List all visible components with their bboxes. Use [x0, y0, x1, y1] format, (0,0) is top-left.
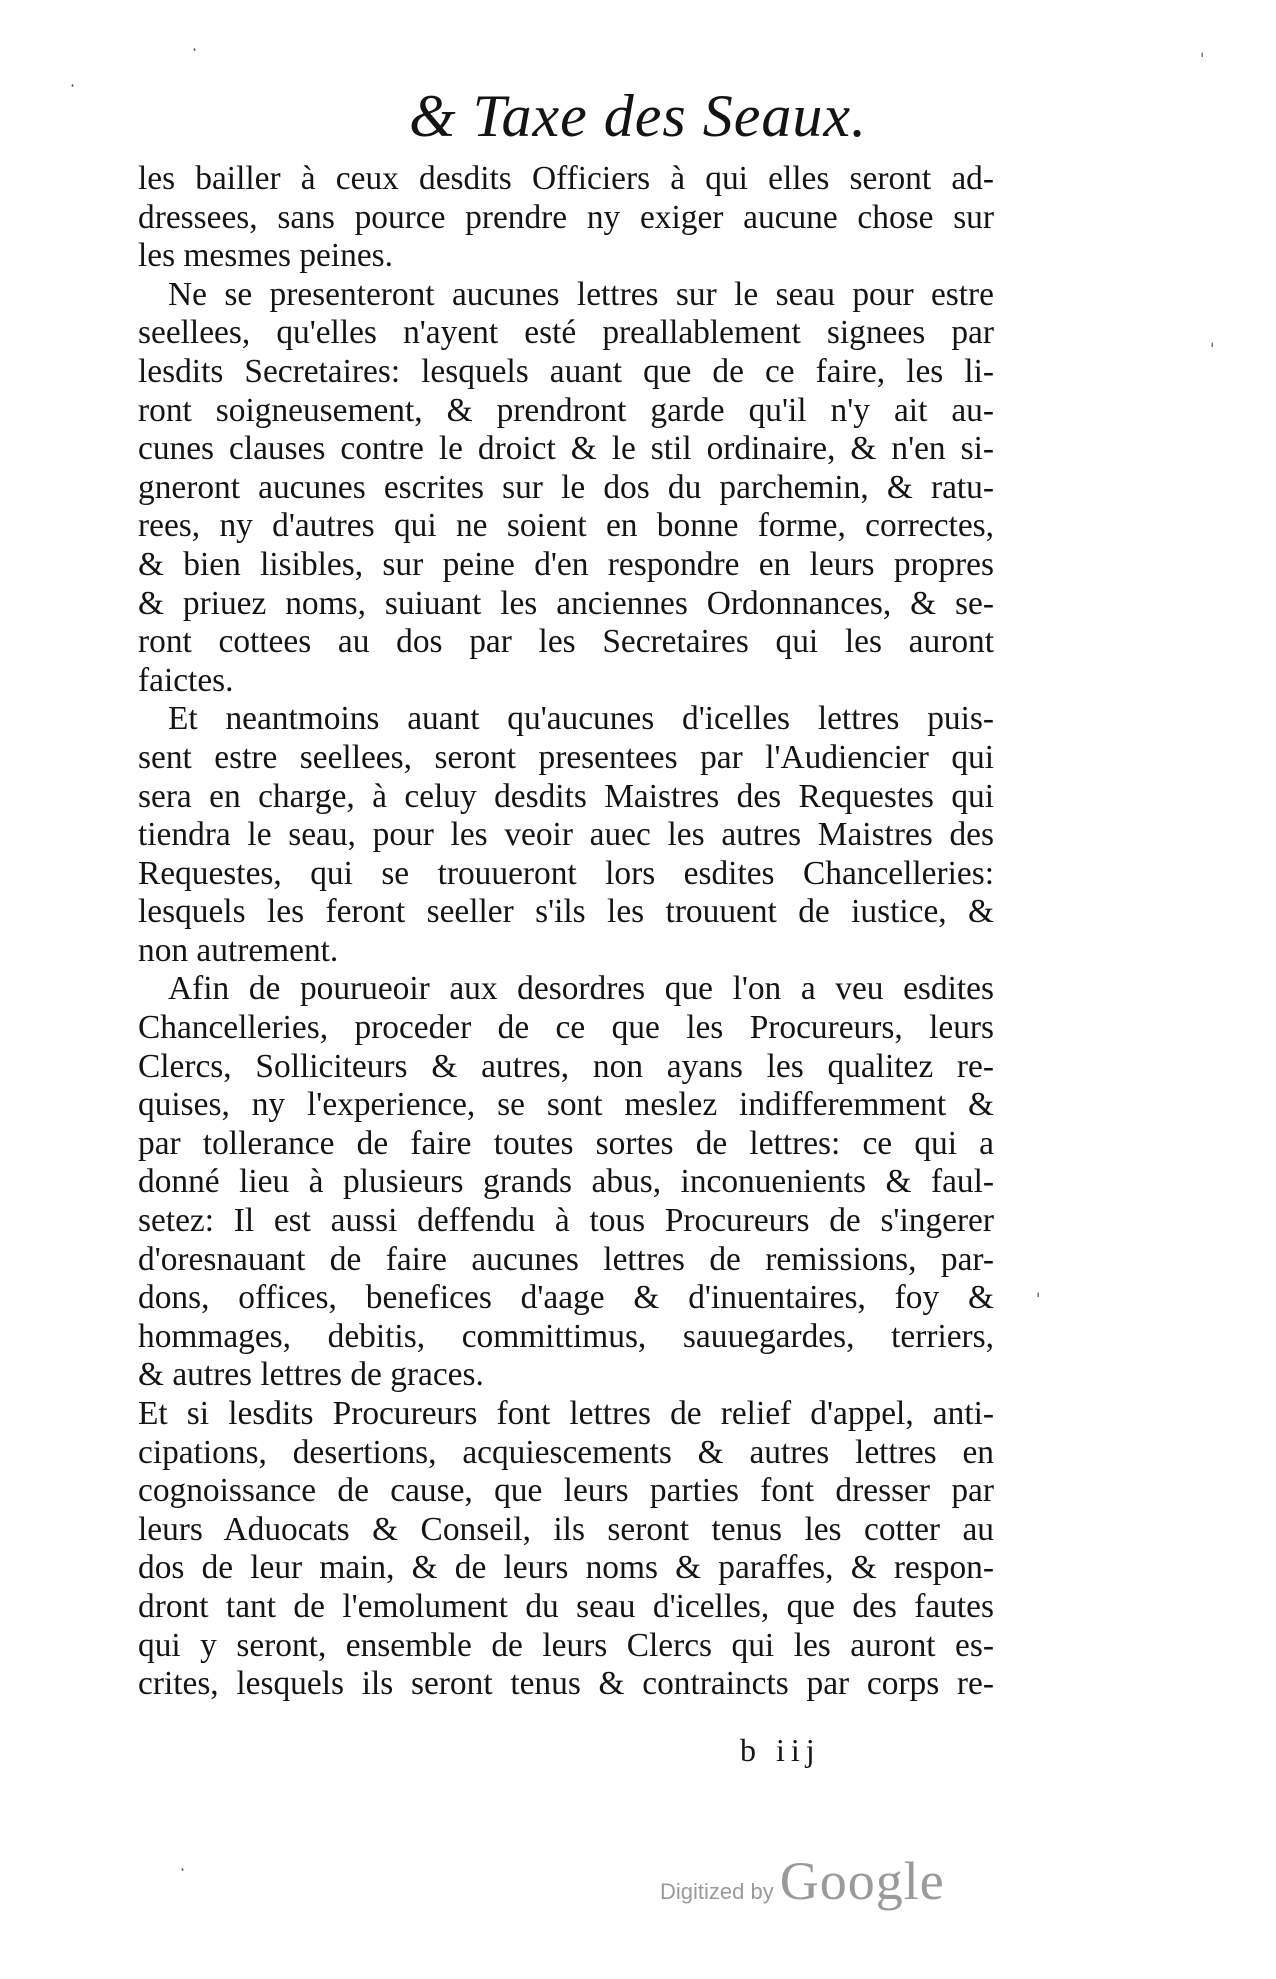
text-line: dront tant de l'emolument du seau d'icelles, que des fautes	[138, 1587, 994, 1625]
running-header: & Taxe des Seaux.	[408, 83, 868, 149]
text-line: ront soigneusement, & prendront garde qu'il n'y ait au-	[138, 391, 994, 429]
text-line: sent estre seellees, seront presentees par l'Audiencier qui	[138, 738, 994, 776]
text-line: dressees, sans pource prendre ny exiger aucune chose sur	[138, 198, 994, 236]
text-line: par tollerance de faire toutes sortes de lettres: ce qui a	[138, 1124, 994, 1162]
text-line: lesdits Secretaires: lesquels auant que de ce faire, les li-	[138, 352, 994, 390]
paragraph	[138, 970, 994, 1395]
text-line: cipations, desertions, acquiescements & autres lettres en	[138, 1433, 994, 1471]
text-line: leurs Aduocats & Conseil, ils seront tenus les cotter au	[138, 1510, 994, 1548]
text-line: gneront aucunes escrites sur le dos du parchemin, & ratu-	[138, 468, 994, 506]
text-line: les mesmes peines.	[138, 237, 394, 275]
scan-speck: ˈ	[1200, 50, 1205, 69]
google-logo: Google	[779, 1851, 945, 1911]
body-text	[138, 160, 994, 1704]
text-line: cunes clauses contre le droict & le stil ordinaire, & n'en si-	[138, 430, 994, 468]
text-line: Requestes, qui se trouueront lors esdites Chancelleries:	[138, 854, 994, 892]
paragraph	[138, 1395, 994, 1704]
scan-speck: ˈ	[1036, 1290, 1041, 1309]
text-line: donné lieu à plusieurs grands abus, inconuenients & faul-	[138, 1163, 994, 1201]
text-line: Et neantmoins auant qu'aucunes d'icelles lettres puis-	[168, 700, 994, 738]
text-line: & priuez noms, suiuant les anciennes Ordonnances, & se-	[138, 584, 994, 622]
paragraph	[138, 700, 994, 970]
scan-speck: ·	[192, 40, 198, 59]
scan-speck: ·	[70, 76, 76, 95]
text-line: ront cottees au dos par les Secretaires qui les auront	[138, 623, 994, 661]
text-line: sera en charge, à celuy desdits Maistres des Requestes qui	[138, 777, 994, 815]
text-line: seellees, qu'elles n'ayent esté preallablement signees par	[138, 314, 994, 352]
digitized-footer	[660, 1850, 945, 1912]
text-line: faictes.	[138, 661, 234, 699]
scan-speck: ·	[180, 1860, 186, 1879]
text-line: d'oresnauant de faire aucunes lettres de remissions, par-	[138, 1240, 994, 1278]
signature-mark: b iij	[740, 1732, 821, 1768]
digitized-label: Digitized by	[660, 1879, 774, 1904]
text-line: tiendra le seau, pour les veoir auec les autres Maistres des	[138, 816, 994, 854]
text-line: Chancelleries, proceder de ce que les Procureurs, leurs	[138, 1009, 994, 1047]
text-line: quises, ny l'experience, se sont meslez indifferemment &	[138, 1086, 994, 1124]
text-line: setez: Il est aussi deffendu à tous Procureurs de s'ingerer	[138, 1202, 994, 1240]
text-line: rees, ny d'autres qui ne soient en bonne forme, correctes,	[138, 507, 994, 545]
paragraph	[138, 160, 994, 276]
text-line: & bien lisibles, sur peine d'en respondre en leurs propres	[138, 545, 994, 583]
text-line: crites, lesquels ils seront tenus & contraincts par corps re-	[138, 1665, 994, 1703]
text-line: lesquels les feront seeller s'ils les trouuent de iustice, &	[138, 893, 994, 931]
paragraph	[138, 276, 994, 701]
text-line: Afin de pourueoir aux desordres que l'on a veu esdites	[168, 970, 994, 1008]
text-line: Clercs, Solliciteurs & autres, non ayans les qualitez re-	[138, 1047, 994, 1085]
text-line: dos de leur main, & de leurs noms & paraffes, & respon-	[138, 1549, 994, 1587]
scan-speck: ˈ	[1210, 340, 1215, 359]
text-line: qui y seront, ensemble de leurs Clercs qui les auront es-	[138, 1626, 994, 1664]
text-line: Et si lesdits Procureurs font lettres de relief d'appel, anti-	[138, 1395, 994, 1432]
text-line: non autrement.	[138, 931, 339, 969]
text-line: dons, offices, benefices d'aage & d'inuentaires, foy &	[138, 1279, 994, 1317]
text-line: cognoissance de cause, que leurs parties font dresser par	[138, 1472, 994, 1510]
text-line: les bailler à ceux desdits Officiers à qui elles seront ad-	[138, 160, 994, 197]
text-line: & autres lettres de graces.	[138, 1356, 484, 1394]
text-line: Ne se presenteront aucunes lettres sur le seau pour estre	[168, 275, 994, 313]
text-line: hommages, debitis, committimus, sauuegardes, terriers,	[138, 1317, 994, 1355]
